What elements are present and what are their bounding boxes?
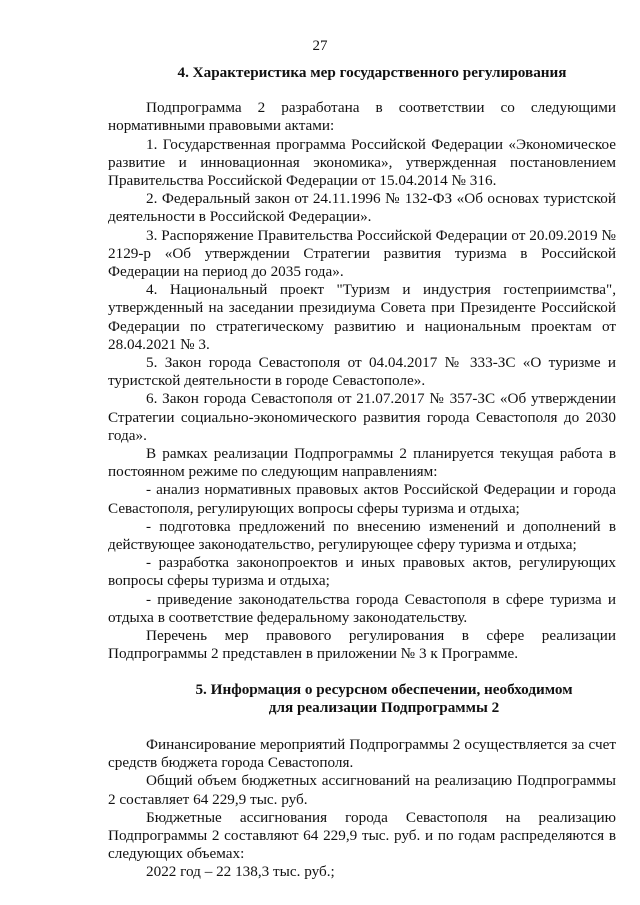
section-4-heading: 4. Характеристика мер государственного регулирования <box>177 64 567 81</box>
section-5-heading-line: 5. Информация о ресурсном обеспечении, необходимом <box>195 680 573 698</box>
legal-act-item: 3. Распоряжение Правительства Российской Федерации от 20.09.2019 № 2129-р «Об утверждении Стратегии развития туризма в Российской Федерации на период до 2035 года». <box>108 226 616 281</box>
legal-act-item: 1. Государственная программа Российской Федерации «Экономическое развитие и инновационная экономика», утвержденная постановлением Правительства Российской Федерации от 15.04.2014 № 316. <box>108 135 616 190</box>
legal-act-item: 6. Закон города Севастополя от 21.07.2017 № 357-ЗС «Об утверждении Стратегии социально-экономического развития города Севастополя до 2030 года». <box>108 390 616 444</box>
section-4-paragraph: В рамках реализации Подпрограммы 2 планируется текущая работа в постоянном режиме по следующим направлениям: <box>108 445 616 481</box>
work-direction-item: - разработка законопроектов и иных правовых актов, регулирующих вопросы сферы туризма и отдыха; <box>108 554 616 590</box>
section-5-paragraph: Бюджетные ассигнования города Севастополя на реализацию Подпрограммы 2 составляют 64 229,9 тыс. руб. и по годам распределяются в следующих объемах: <box>108 808 616 863</box>
legal-act-item: 4. Национальный проект "Туризм и индустрия гостеприимства", утвержденный на заседании президиума Совета при Президенте Российской Федерации по стратегическому развитию и национальным проектам от 28.04.2021 № 3. <box>108 281 616 353</box>
section-4-paragraph: Подпрограмма 2 разработана в соответствии со следующими нормативными правовыми актами: <box>108 99 616 135</box>
document-body <box>108 64 616 882</box>
funding-year-item: 2022 год – 22 138,3 тыс. руб.; <box>146 863 335 881</box>
section-4-paragraph: Перечень мер правового регулирования в сфере реализации Подпрограммы 2 представлен в приложении № 3 к Программе. <box>108 627 616 663</box>
section-5-paragraph: Финансирование мероприятий Подпрограммы 2 осуществляется за счет средств бюджета города Севастополя. <box>108 735 616 772</box>
work-direction-item: - подготовка предложений по внесению изменений и дополнений в действующее законодательство, регулирующее сферу туризма и отдыха; <box>108 517 616 554</box>
section-5-heading-line: для реализации Подпрограммы 2 <box>268 698 500 716</box>
page-number: 27 <box>312 38 328 54</box>
section-5-paragraph: Общий объем бюджетных ассигнований на реализацию Подпрограммы 2 составляет 64 229,9 тыс. руб. <box>108 772 616 808</box>
legal-act-item: 5. Закон города Севастополя от 04.04.2017 № 333-ЗС «О туризме и туристской деятельности в городе Севастополе». <box>108 354 616 390</box>
work-direction-item: - приведение законодательства города Севастополя в сфере туризма и отдыха в соответствие федеральному законодательству. <box>108 590 616 626</box>
section-5-heading <box>108 681 616 717</box>
legal-act-item: 2. Федеральный закон от 24.11.1996 № 132-ФЗ «Об основах туристской деятельности в Российской Федерации». <box>108 190 616 226</box>
work-direction-item: - анализ нормативных правовых актов Российской Федерации и города Севастополя, регулирующих вопросы сферы туризма и отдыха; <box>108 481 616 517</box>
